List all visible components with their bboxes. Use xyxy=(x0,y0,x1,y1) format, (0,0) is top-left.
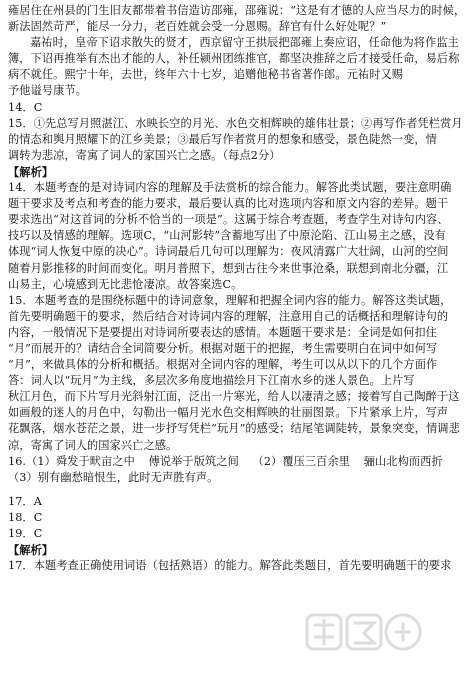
text-line: 予他谥号康节。 xyxy=(8,84,88,98)
answer-16-part1: 16.（1）舜发于畎亩之中 xyxy=(8,454,135,468)
text-line: 随着月影推移的时间而变化。明月普照下，想到古往今来世事沧桑，联想到南北分疆，江 xyxy=(8,261,449,275)
analysis-heading: 【解析】 xyxy=(8,164,54,179)
answer-14: 14．C xyxy=(8,100,43,114)
text-line: 15．本题考查的是围绕标题中的诗词意象，理解和把握全词内容的能力。解答这类试题， xyxy=(8,293,452,307)
answer-16-part2: 傅说举于版筑之间 xyxy=(148,454,239,468)
analysis-heading: 【解析】 xyxy=(8,543,54,558)
text-line: 17．本题考查正确使用词语（包括熟语）的能力。解答此类题目，首先要明确题干的要求 xyxy=(8,559,452,573)
text-line: 雍居住在州县的门生旧友都带着书信造访邵雍，邵雍说：“这是有才德的人应当尽力的时候， xyxy=(8,4,465,17)
text-line: 花飘落，烟水苍茫之景，进一步抒写凭栏“玩月”的感受；结尾笔调陡转，景象突变，情调悲 xyxy=(8,422,460,436)
answer-16-row1 xyxy=(8,454,443,470)
text-line: 调转为悲凉，寄寓了词人的家国兴亡之感。（每点2分） xyxy=(8,148,281,162)
text-line: 凉，寄寓了词人的国家兴亡之感。 xyxy=(8,438,178,452)
text-line: 答：词人以“玩月”为主线，多层次多角度地描绘月下江南水乡的迷人景色。上片写 xyxy=(8,374,415,388)
text-line: 体现“词人恢复中原的决心”。诗词最后几句可以理解为：夜风清露广大壮阔，山河的空间 xyxy=(8,245,449,259)
answer-16-row2: （3）别有幽愁暗恨生，此时无声胜有声。 xyxy=(8,470,219,484)
answer-19: 19．C xyxy=(8,527,43,540)
answer-watermark-logo-icon xyxy=(305,611,423,657)
text-line: 要求选出“对这首词的分析不恰当的一项是”。这属于综合考查题，考查学生对诗句内容、 xyxy=(8,213,449,227)
answer-16-part4: 骊山北构而西折 xyxy=(363,454,443,468)
text-line: “月”而展开的？请结合全词简要分析。根据对题干的把握，考生需要明白在词中如何写 xyxy=(8,341,438,355)
text-line: 内容，一般情况下是要提出对诗词所要表达的感情。本题题干要求是：全词是如何扣住 xyxy=(8,325,437,339)
spacer xyxy=(8,486,419,494)
text-line: 嘉祐时，皇帝下诏求散失的贤才，西京留守王拱辰把邵雍上奏应诏，任命他为将作监主 xyxy=(30,36,459,50)
text-line: 题干要求及考点和考查的能力要求，最后要认真的比对选项内容和原文内容的差异。题干 xyxy=(8,197,449,211)
text-line: 14．本题考查的是对诗词内容的理解及手法赏析的综合能力。解答此类试题，要注意明确 xyxy=(8,181,452,195)
text-line: 簿，下诏再推举有杰出才能的人，补任颍州团练推官，都坚决推辞之后才接受任命，易后称 xyxy=(8,52,460,66)
answer-15: 15．①先总写月照湛江、水映长空的月光、水色交相辉映的雄伟壮景；②再写作者凭栏赏月 xyxy=(8,116,463,130)
text-line: 病不就任。熙宁十年，去世，终年六十七岁，追赠他秘书省著作郎。元祐时又赐 xyxy=(8,68,404,82)
answer-17: 17．A xyxy=(8,494,42,508)
text-line: 如画般的迷人的月色中，勾勒出一幅月光水色交相辉映的壮丽图景。下片紧承上片，写声 xyxy=(8,406,449,420)
text-line: 首先要明确题干的要求，然后结合对诗词内容的理解，注意用自己的话概括和理解诗句的 xyxy=(8,309,449,323)
text-line: 山易主，心境感到无比悲怆凄凉。故答案选C。 xyxy=(8,277,243,291)
text-line: 新法固然苛严，能尽一分力，老百姓就会受一分恩赐。辞官有什么好处呢？” xyxy=(8,20,387,34)
text-line: 技巧以及情感的理解。选项C，“山河影转”含蓄地写出了中原沦陷、江山易主之感，没有 xyxy=(8,229,446,243)
text-line: 的情态和舆月照耀下的江乡美景；③最后写作者赏月的想象和感受，景色陡然一变，情 xyxy=(8,132,437,146)
text-line: 秋江月色，而下片写月光斜射江面，泛出一片寒光，给人以凄清之感；接着写自己陶醉于这 xyxy=(8,390,460,404)
answer-18: 18．C xyxy=(8,510,43,524)
text-line: “月”，来做具体的分析和概括。根据对全词内容的理解，考生可以从以下的几个方面作 xyxy=(8,358,438,372)
answer-16-part3: （2）覆压三百余里 xyxy=(252,454,351,468)
